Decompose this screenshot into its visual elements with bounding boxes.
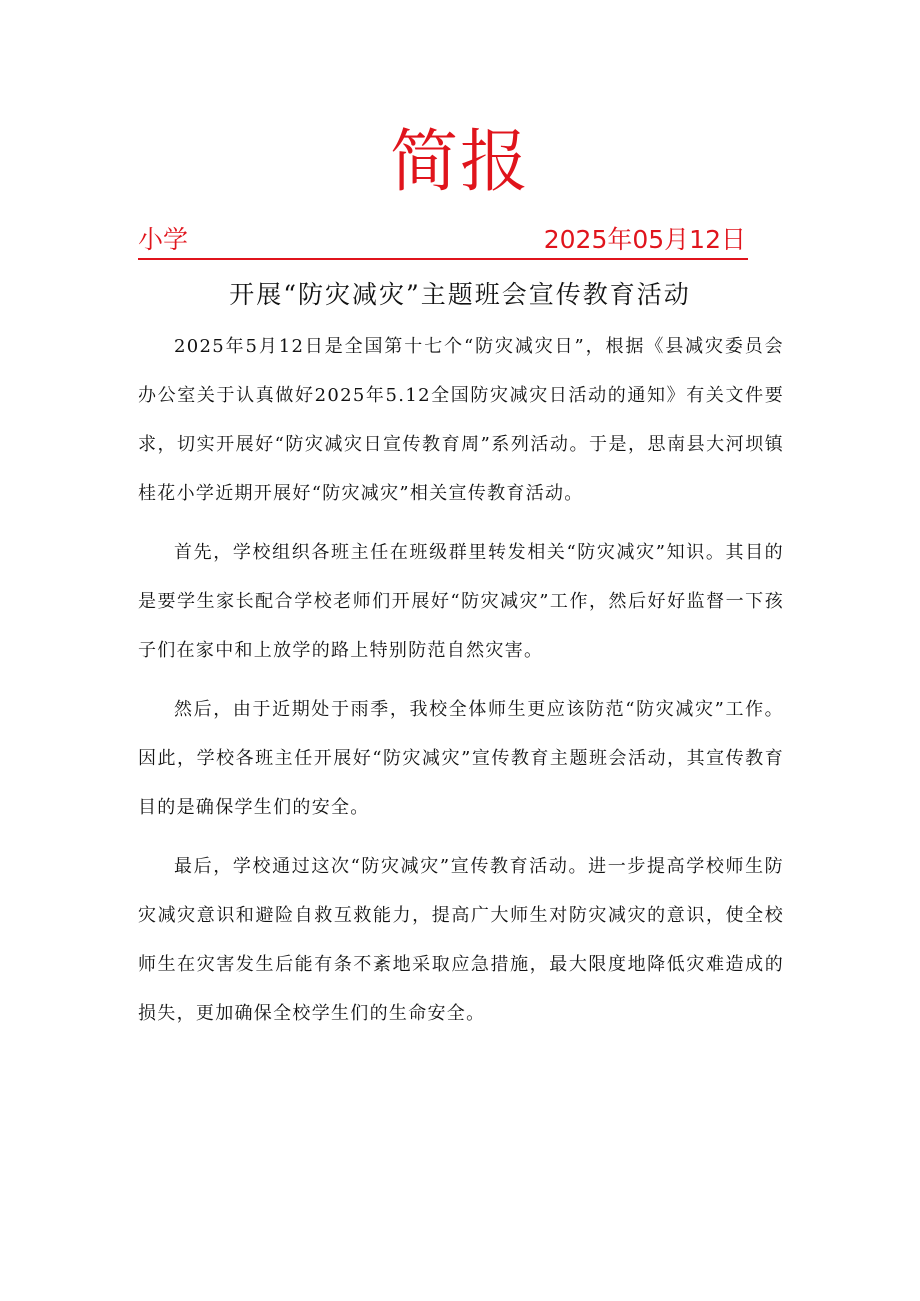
paragraph-intro: 2025年5月12日是全国第十七个“防灾减灾日”，根据《县减灾委员会办公室关于认真做好2025年5.12全国防灾减灾日活动的通知》有关文件要求，切实开展好“防灾减灾日宣传教育周”系列活动。于是，思南县大河坝镇桂花小学近期开展好“防灾减灾”相关宣传教育活动。 xyxy=(138,336,784,504)
paragraph-first: 首先，学校组织各班主任在班级群里转发相关“防灾减灾”知识。其目的是要学生家长配合学校老师们开展好“防灾减灾”工作，然后好好监督一下孩子们在家中和上放学的路上特别防范自然灾害。 xyxy=(138,542,784,661)
paragraph-then: 然后，由于近期处于雨季，我校全体师生更应该防范“防灾减灾”工作。因此，学校各班主任开展好“防灾减灾”宣传教育主题班会活动，其宣传教育目的是确保学生们的安全。 xyxy=(138,699,784,818)
issue-date: 2025年05月12日 xyxy=(543,225,746,254)
article-title: 开展“防灾减灾”主题班会宣传教育活动 xyxy=(229,280,691,309)
masthead-title: 简报 xyxy=(389,123,530,202)
issuing-unit: 小学 xyxy=(138,225,189,254)
article-body xyxy=(138,322,784,1048)
issue-info-line xyxy=(138,222,748,260)
paragraph-finally: 最后，学校通过这次“防灾减灾”宣传教育活动。进一步提高学校师生防灾减灾意识和避险自救互救能力，提高广大师生对防灾减灾的意识，使全校师生在灾害发生后能有条不紊地采取应急措施，最大限度地降低灾难造成的损失，更加确保全校学生们的生命安全。 xyxy=(138,856,784,1024)
